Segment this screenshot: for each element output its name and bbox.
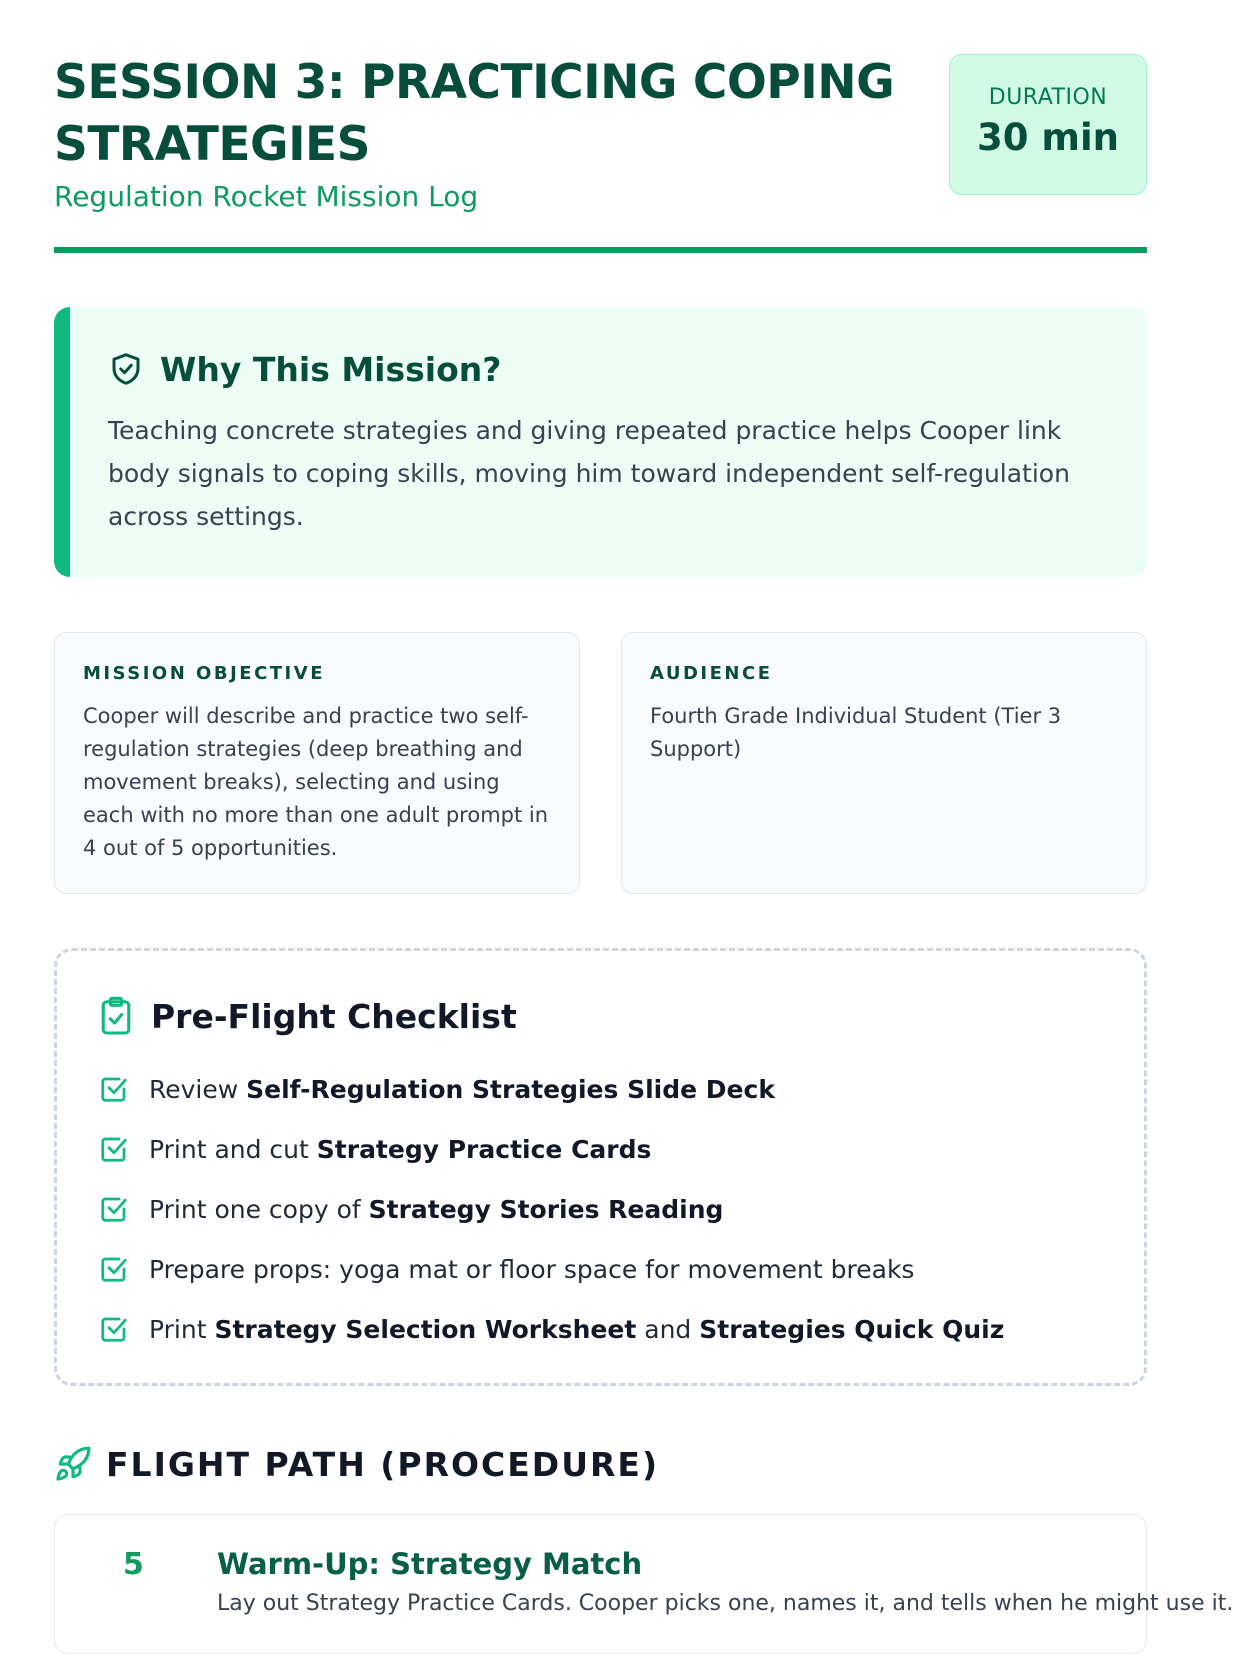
procedure-step-card [54, 1514, 1233, 1654]
why-mission-header [108, 347, 1107, 391]
checklist-item-text: Print one copy of Strategy Stories Reading [149, 1194, 724, 1224]
mission-log-page [54, 0, 1233, 1616]
audience-card [621, 632, 1147, 894]
step-description: Lay out Strategy Practice Cards. Cooper picks one, names it, and tells when he might use it. [217, 1591, 1233, 1616]
header-divider [54, 247, 1147, 253]
check-square-icon [99, 1254, 129, 1284]
rocket-icon [54, 1445, 92, 1483]
step-duration: 5 [123, 1547, 144, 1582]
pre-flight-checklist [54, 948, 1147, 1386]
session-title: SESSION 3: PRACTICING COPING STRATEGIES [54, 55, 895, 172]
why-mission-text: Teaching concrete strategies and giving repeated practice helps Cooper link body signals to coping skills, moving him toward independent self-regulation across settings. [108, 416, 1070, 531]
checklist-items [99, 1059, 1104, 1359]
checklist-item-text: Print and cut Strategy Practice Cards [149, 1134, 652, 1164]
session-subtitle: Regulation Rocket Mission Log [54, 180, 479, 213]
mission-objective-label: MISSION OBJECTIVE [83, 663, 325, 684]
checklist-item-text: Print Strategy Selection Worksheet and Strategies Quick Quiz [149, 1314, 1005, 1344]
check-square-icon [99, 1074, 129, 1104]
why-mission-card [54, 307, 1147, 577]
check-square-icon [99, 1314, 129, 1344]
session-header [54, 0, 1147, 254]
check-square-icon [99, 1134, 129, 1164]
mission-objective-text: Cooper will describe and practice two self-regulation strategies (deep breathing and movement breaks), selecting and using each with no more than one adult prompt in 4 out of 5 opportunities. [83, 704, 549, 860]
mission-objective-card [54, 632, 580, 894]
clipboard-check-icon [99, 996, 133, 1036]
audience-text: Fourth Grade Individual Student (Tier 3 Support) [650, 704, 1062, 761]
checklist-item[interactable] [99, 1119, 1104, 1179]
checklist-item[interactable] [99, 1239, 1104, 1299]
why-mission-title: Why This Mission? [160, 349, 502, 389]
checklist-item[interactable] [99, 1179, 1104, 1239]
checklist-title: Pre-Flight Checklist [151, 996, 517, 1036]
checklist-header [99, 993, 1104, 1039]
flight-path-title: FLIGHT PATH (PROCEDURE) [106, 1444, 660, 1484]
duration-label: DURATION [988, 85, 1108, 110]
duration-value: 30 min [977, 116, 1119, 159]
step-title: Warm-Up: Strategy Match [217, 1547, 643, 1581]
checklist-item-text: Review Self-Regulation Strategies Slide Deck [149, 1074, 775, 1104]
checklist-item[interactable] [99, 1299, 1104, 1359]
duration-badge [949, 54, 1147, 195]
checklist-item[interactable] [99, 1059, 1104, 1119]
shield-check-icon [108, 350, 144, 388]
audience-label: AUDIENCE [650, 663, 773, 684]
check-square-icon [99, 1194, 129, 1224]
checklist-item-text: Prepare props: yoga mat or floor space for movement breaks [149, 1254, 915, 1284]
flight-path-header [54, 1440, 659, 1488]
